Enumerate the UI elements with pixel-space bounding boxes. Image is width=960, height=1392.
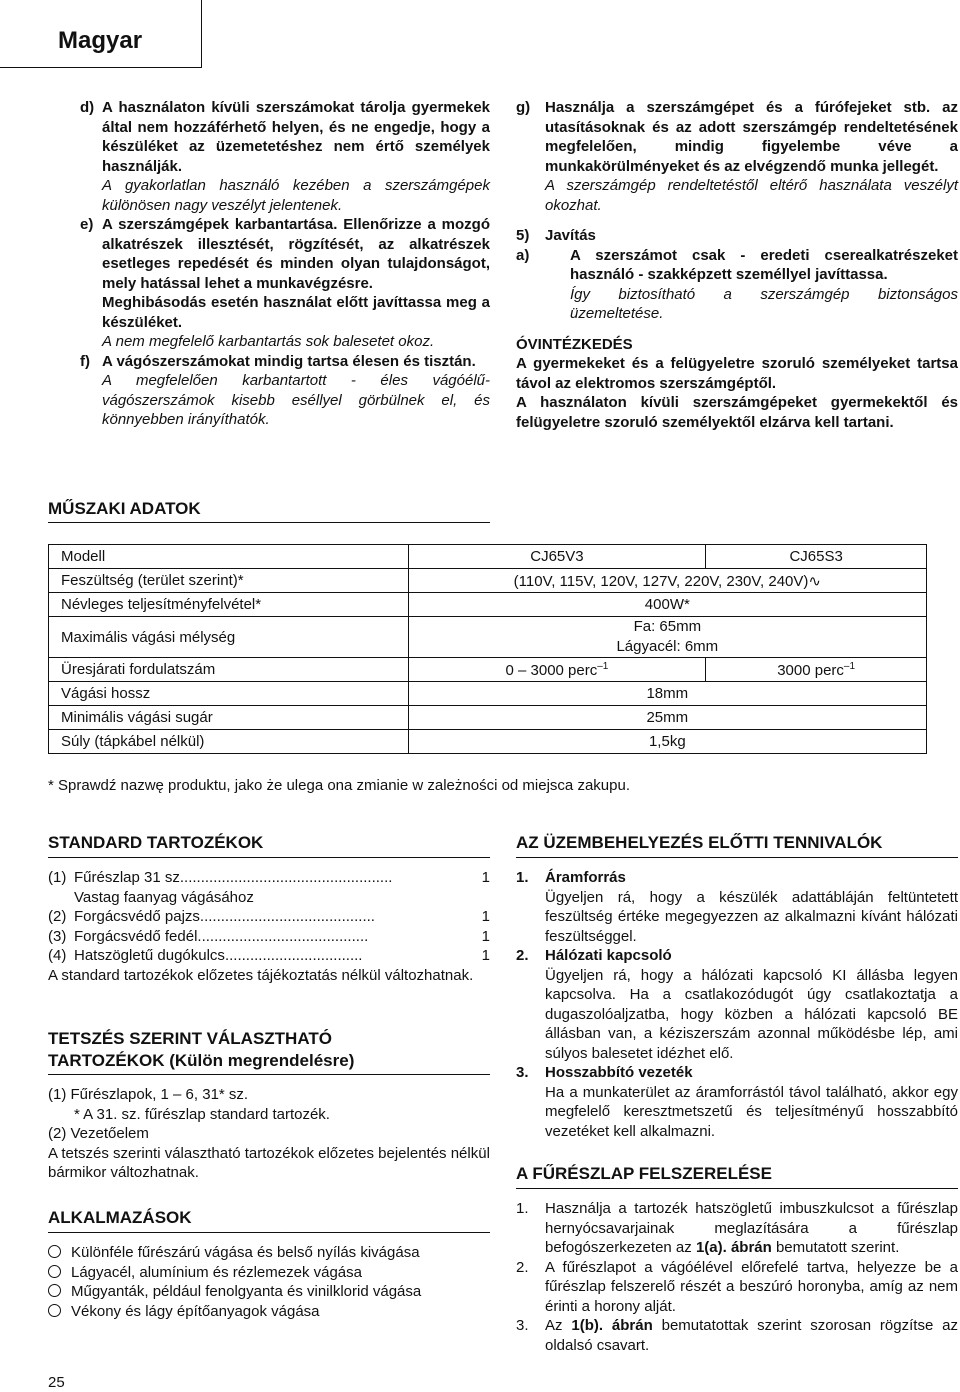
spec-row-speed	[49, 658, 927, 682]
optional-list	[48, 1085, 490, 1183]
prep-item: 3. Hosszabbító vezeték Ha a munkaterület az áramforrástól távol található, akkor egy megfelelő keresztmetszetű és teljesítményű hosszabbító vezetéket kell alkalmazni.	[516, 1064, 958, 1140]
list-item: (1) Fűrészlapok, 1 – 6, 31* sz.	[48, 1086, 249, 1103]
spec-row-depth	[49, 617, 927, 658]
applications-list	[48, 1243, 490, 1321]
list-item: (2) Forgácsvédő pajzs .......................................... 1	[48, 908, 490, 925]
item-d: d) A használaton kívüli szerszámokat tárolja gyermekek által nem hozzáférhető helyen, és ne engedje, hogy a készüléket az üzemetetéshez nem értő személyek használják. A gyakorlatlan használó kezében a szerszámgépek különösen nagy veszélyt jelentenek.	[80, 99, 490, 214]
list-item: Lágyacél, alumínium és rézlemezek vágása	[48, 1263, 490, 1283]
spec-value: (110V, 115V, 120V, 127V, 220V, 230V, 240V)∿	[408, 569, 926, 593]
item-d-italic: A gyakorlatlan használó kezében a szerszámgépek különösen nagy veszélyt jelentenek.	[102, 177, 490, 214]
prep-title-rule	[516, 857, 958, 858]
optional-title-2: TARTOZÉKOK (Külön megrendelésre)	[48, 1051, 355, 1070]
list-item: (3) Forgácsvédő fedél ......................................... 1	[48, 927, 490, 945]
mount-step: 3. Az 1(b). ábrán bemutatottak szerint szorosan rögzítse az oldalsó csavart.	[516, 1317, 958, 1354]
item-f-italic: A megfelelően karbantartott - éles vágóélű-vágószerszámok kisebb eséllyel görbülnek el, és könnyebben irányíthatók.	[102, 372, 490, 428]
spec-value: 400W*	[408, 593, 926, 617]
spec-value: 3000 perc$^{-1}$	[706, 658, 927, 682]
mount-list	[516, 1199, 958, 1355]
list-item: Különféle fűrészárú vágása és belső nyílás kivágása	[48, 1243, 490, 1263]
specs-table	[48, 544, 927, 754]
mount-title: A FŰRÉSZLAP FELSZERELÉSE	[516, 1164, 772, 1183]
optional-title-1: TETSZÉS SZERINT VÁLASZTHATÓ	[48, 1029, 332, 1048]
item-d-bold: A használaton kívüli szerszámokat tárolja gyermekek által nem hozzáférhető helyen, és ne engedje, hogy a készüléket az üzemetetéshez nem értő személyek használják.	[102, 99, 490, 175]
caution-title: ÓVINTÉZKEDÉS	[516, 335, 633, 353]
list-item: Műgyanták, például fenolgyanta és vinilklorid vágása	[48, 1282, 490, 1302]
spec-row-voltage	[49, 569, 927, 593]
item-e-bold: A szerszámgépek karbantartása. Ellenőrizze a mozgó alkatrészek illesztését, rögzítését, az alkatrészek esetleges repedését és minden olyan tulajdonságot, mely hatással lehet a munkavégzésre.	[102, 216, 490, 292]
item-f-bold: A vágószerszámokat mindig tartsa élesen és tisztán.	[102, 352, 476, 370]
item-e-italic: A nem megfelelő karbantartás sok balesetet okoz.	[102, 333, 435, 350]
item-e: e) A szerszámgépek karbantartása. Ellenőrizze a mozgó alkatrészek illesztését, rögzítését, az alkatrészek esetleges repedését és minden olyan tulajdonságot, mely hatással lehet a munkavégzésre. Meghibásodás esetén használat előtt javíttassa meg a készüléket. A nem megfelelő karbantartás sok balesetet okoz.	[80, 216, 490, 350]
spec-label: Üresjárati fordulatszám	[49, 658, 409, 682]
spec-value: 25mm	[408, 706, 926, 730]
optional-note: A tetszés szerinti választható tartozékok előzetes bejelentés nélkül bármikor változhatnak.	[48, 1144, 490, 1181]
spec-label: Modell	[49, 545, 409, 569]
caution-text-2: A használaton kívüli szerszámgépeket gyermekektől és felügyeletre szoruló személyektől elzárva kell tartani.	[516, 394, 958, 431]
item-f: f) A vágószerszámokat mindig tartsa élesen és tisztán. A megfelelően karbantartott - éles vágóélű-vágószerszámok kisebb eséllyel görbülnek el, és könnyebben irányíthatók.	[80, 352, 490, 428]
list-item: Vékony és lágy építőanyagok vágása	[48, 1302, 490, 1322]
item-e-bold2: Meghibásodás esetén használat előtt javíttassa meg a készüléket.	[102, 294, 490, 331]
list-item: * A 31. sz. fűrészlap standard tartozék.	[74, 1105, 330, 1123]
circle-bullet-icon	[48, 1304, 61, 1317]
item-5a-italic: Így biztosítható a szerszámgép biztonságos üzemeltetése.	[570, 285, 958, 322]
spec-label: Maximális vágási mélység	[49, 617, 409, 658]
spec-label: Súly (tápkábel nélkül)	[49, 730, 409, 754]
specs-title-rule	[48, 522, 490, 523]
page-number: 25	[48, 1374, 65, 1391]
spec-row-power	[49, 593, 927, 617]
spec-label: Vágási hossz	[49, 682, 409, 706]
list-item: Vastag faanyag vágásához	[74, 888, 254, 906]
spec-label: Minimális vágási sugár	[49, 706, 409, 730]
standard-title-rule	[48, 857, 490, 858]
spec-value: 0 – 3000 perc$^{-1}$	[408, 658, 706, 682]
standard-list	[48, 868, 490, 985]
spec-label: Feszültség (terület szerint)*	[49, 569, 409, 593]
spec-row-weight	[49, 730, 927, 754]
language-label: Magyar	[58, 27, 143, 54]
applications-title-rule	[48, 1232, 490, 1233]
list-item: (2) Vezetőelem	[48, 1125, 149, 1142]
spec-value: Fa: 65mm Lágyacél: 6mm	[408, 617, 926, 658]
prep-item: 2. Hálózati kapcsoló Ügyeljen rá, hogy a hálózati kapcsoló KI állásba legyen kapcsolva. Ha a csatlakozódugót úgy csatlakoztatja a dugaszolóaljzatba, hogy közben a hálózati kapcsoló BE állásban van, a kéziszerszám azonnal működésbe lép, ami súlyos balesetet idézhet elő.	[516, 947, 958, 1062]
circle-bullet-icon	[48, 1265, 61, 1278]
language-tab	[0, 0, 202, 68]
mount-title-rule	[516, 1188, 958, 1189]
item-5a: a) A szerszámot csak - eredeti cserealkatrészeket használó - szakképzett személlyel javíttassa. Így biztosítható a szerszámgép biztonságos üzemeltetése.	[516, 246, 958, 322]
circle-bullet-icon	[48, 1245, 61, 1258]
circle-bullet-icon	[48, 1284, 61, 1297]
standard-title: STANDARD TARTOZÉKOK	[48, 833, 264, 852]
spec-value: CJ65V3	[408, 545, 706, 569]
spec-row-stroke	[49, 682, 927, 706]
optional-title-rule	[48, 1074, 490, 1075]
spec-value: 1,5kg	[408, 730, 926, 754]
mount-step: 2. A fűrészlapot a vágóélével előrefelé tartva, helyezze be a fűrészlap felszerelő részét a beszúró horonyba, amíg az nem érinti a horony alját.	[516, 1258, 958, 1315]
spec-row-radius	[49, 706, 927, 730]
item-g-italic: A szerszámgép rendeltetéstől eltérő használata veszélyt okozhat.	[545, 177, 958, 214]
spec-label: Névleges teljesítményfelvétel*	[49, 593, 409, 617]
specs-title: MŰSZAKI ADATOK	[48, 499, 201, 518]
list-item: (1) Fűrészlap 31 sz. .................................................. 1	[48, 869, 490, 886]
item-g-bold: Használja a szerszámgépet és a fúrófejeket stb. az utasításoknak és az adott szerszámgép rendeltetésének megfelelően, mindig figyelembe véve a munkakörülményeket és az elvégzendő munka jellegét.	[545, 99, 958, 175]
prep-list	[516, 868, 958, 1141]
prep-title: AZ ÜZEMBEHELYEZÉS ELŐTTI TENNIVALÓK	[516, 833, 883, 852]
specs-footnote: * Sprawdź nazwę produktu, jako że ulega ona zmianie w zależności od miejsca zakupu.	[48, 777, 630, 794]
spec-row-model	[49, 545, 927, 569]
right-top-column	[516, 98, 958, 432]
prep-item: 1. Áramforrás Ügyeljen rá, hogy a készülék adattábláján feltüntetett feszültség értéke megegyezzen az alkalmazni kívánt hálózati feszültséggel.	[516, 869, 958, 945]
mount-step: 1. Használja a tartozék hatszögletű imbuszkulcsot a fűrészlap hernyócsavarjainak meglazítására a fűrészlap befogószerkezeten az 1(a). ábrán bemutatott szerint.	[516, 1200, 958, 1256]
spec-value: CJ65S3	[706, 545, 927, 569]
item-g: g) Használja a szerszámgépet és a fúrófejeket stb. az utasításoknak és az adott szerszámgép rendeltetésének megfelelően, mindig figyelembe véve a munkakörülményeket és az elvégzendő munka jellegét. A szerszámgép rendeltetéstől eltérő használata veszélyt okozhat.	[516, 99, 958, 214]
left-top-column	[80, 98, 490, 430]
caution-text-1: A gyermekeket és a felügyeletre szoruló személyeket tartsa távol az elektromos szerszámgéptől.	[516, 355, 958, 392]
standard-note: A standard tartozékok előzetes tájékoztatás nélkül változhatnak.	[48, 966, 474, 984]
spec-value: 18mm	[408, 682, 926, 706]
section-5-heading: 5) Javítás	[516, 227, 596, 244]
applications-title: ALKALMAZÁSOK	[48, 1208, 192, 1227]
item-5a-bold: A szerszámot csak - eredeti cserealkatrészeket használó - szakképzett személlyel javíttassa.	[570, 246, 958, 283]
list-item: (4) Hatszögletű dugókulcs ................................. 1	[48, 947, 490, 964]
